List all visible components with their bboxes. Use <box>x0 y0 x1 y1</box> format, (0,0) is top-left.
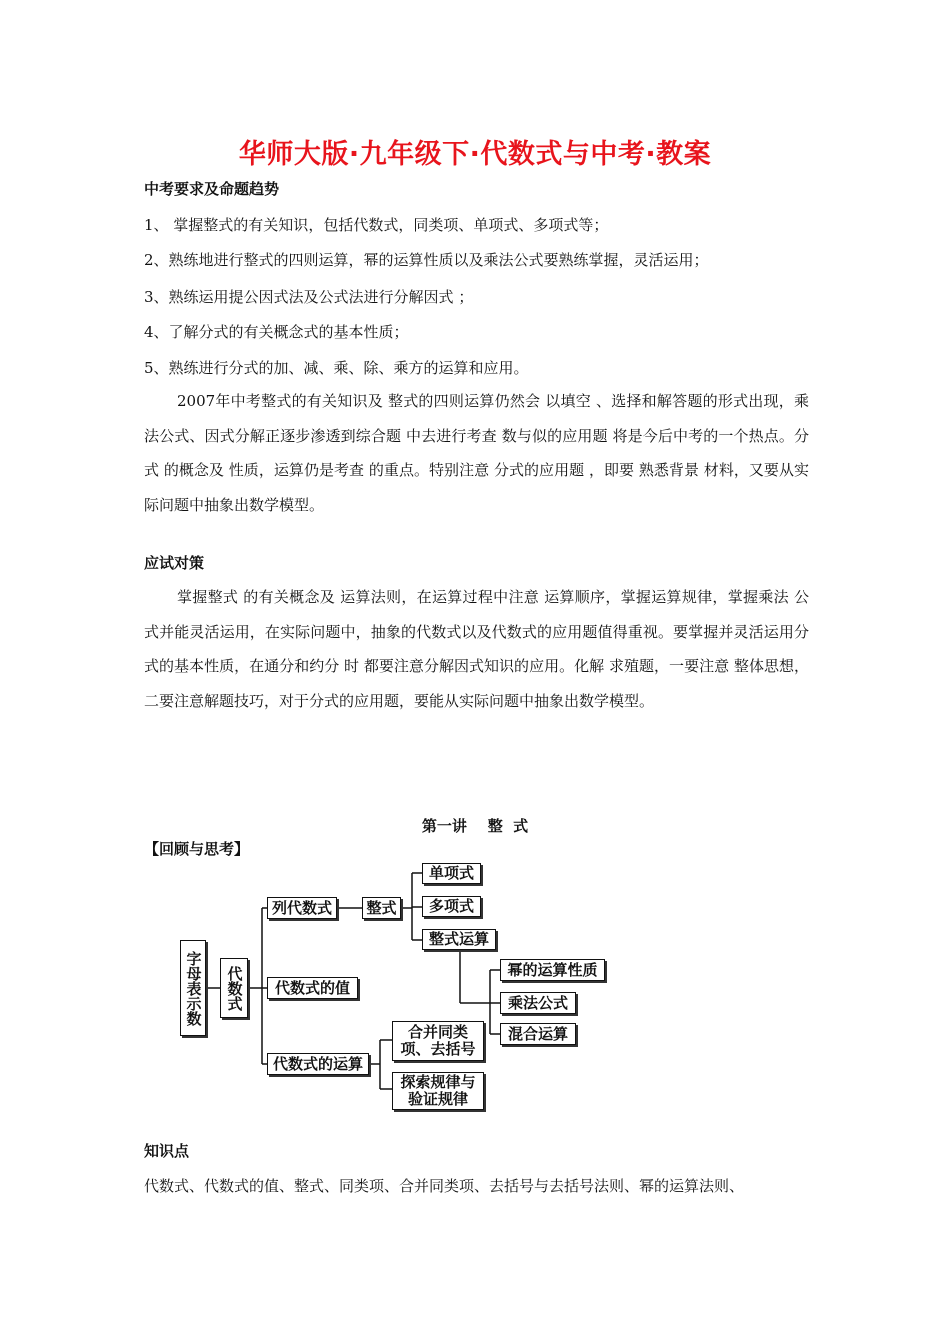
diagram-node-expression-value: 代数式的值 <box>267 977 358 999</box>
diagram-node-label: 代数式 <box>225 965 244 1011</box>
section-heading-strategy: 应试对策 <box>144 554 205 572</box>
requirement-item-2: 2、熟练地进行整式的四则运算，幂的运算性质以及乘法公式要熟练掌握，灵活运用； <box>144 251 709 269</box>
requirement-item-3: 3、熟练运用提公因式法及公式法进行分解因式 ； <box>144 288 474 306</box>
diagram-node-label: 字母表示数 <box>184 950 203 1026</box>
review-heading: 【回顾与思考】 <box>144 840 250 858</box>
diagram-node-write-expression: 列代数式 <box>267 897 337 919</box>
requirement-item-5: 5、熟练进行分式的加、减、乘、除、乘方的运算和应用。 <box>144 359 529 377</box>
diagram-node-letters-represent-numbers <box>180 940 206 1036</box>
diagram-node-power-rules: 幂的运算性质 <box>500 959 605 981</box>
strategy-paragraph: 掌握整式 的有关概念及 运算法则，在运算过程中注意 运算顺序，掌握运算规律，掌握乘法 公式并能灵活运用，在实际问题中，抽象的代数式以及代数式的应用题值得重视。要掌握并灵活运用分式的基本性质，在通分和约分 时 都要注意分解因式知识的应用。化解 求殖题，一要注意 整体思想，二要注意解题技巧，对于分式的应用题，要能从实际问题中抽象出数学模型。 <box>144 588 809 710</box>
knowledge-heading: 知识点 <box>144 1142 190 1160</box>
diagram-node-algebraic-expression <box>220 958 248 1018</box>
diagram-node-mixed-operations: 混合运算 <box>500 1023 576 1045</box>
requirement-item-1: 1、 掌握整式的有关知识，包括代数式，同类项、单项式、多项式等； <box>144 216 609 234</box>
knowledge-text: 代数式、代数式的值、整式、同类项、合并同类项、去括号与去括号法则、幂的运算法则、 <box>144 1177 745 1195</box>
diagram-node-monomial: 单项式 <box>422 863 481 884</box>
requirement-item-4: 4、了解分式的有关概念式的基本性质； <box>144 323 409 341</box>
trend-paragraph: 2007年中考整式的有关知识及 整式的四则运算仍然会 以填空 、选择和解答题的形式出现，乘法公式、因式分解正逐步渗透到综合题 中去进行考查 数与似的应用题 将是今后中考的一个热点。分式 的概念及 性质，运算仍是考查 的重点。特别注意 分式的应用题 ，即要 熟悉背景 材料，又要从实际问题中抽象出数学模型。 <box>144 392 809 514</box>
diagram-node-multiplication-formulas: 乘法公式 <box>500 992 576 1014</box>
diagram-node-polynomial-expression: 整式 <box>362 897 401 919</box>
lecture-title: 第一讲 整 式 <box>421 817 529 835</box>
diagram-node-combine-like-terms: 合并同类项、去括号 <box>392 1021 484 1061</box>
diagram-node-polynomial: 多项式 <box>422 896 481 917</box>
diagram-node-expression-operations: 代数式的运算 <box>267 1053 369 1075</box>
diagram-node-explore-patterns: 探索规律与验证规律 <box>392 1072 484 1110</box>
page-title: 华师大版·九年级下·代数式与中考·教案 <box>238 139 712 170</box>
diagram-node-polynomial-operations: 整式运算 <box>422 929 496 950</box>
section-heading-requirements: 中考要求及命题趋势 <box>144 180 280 198</box>
